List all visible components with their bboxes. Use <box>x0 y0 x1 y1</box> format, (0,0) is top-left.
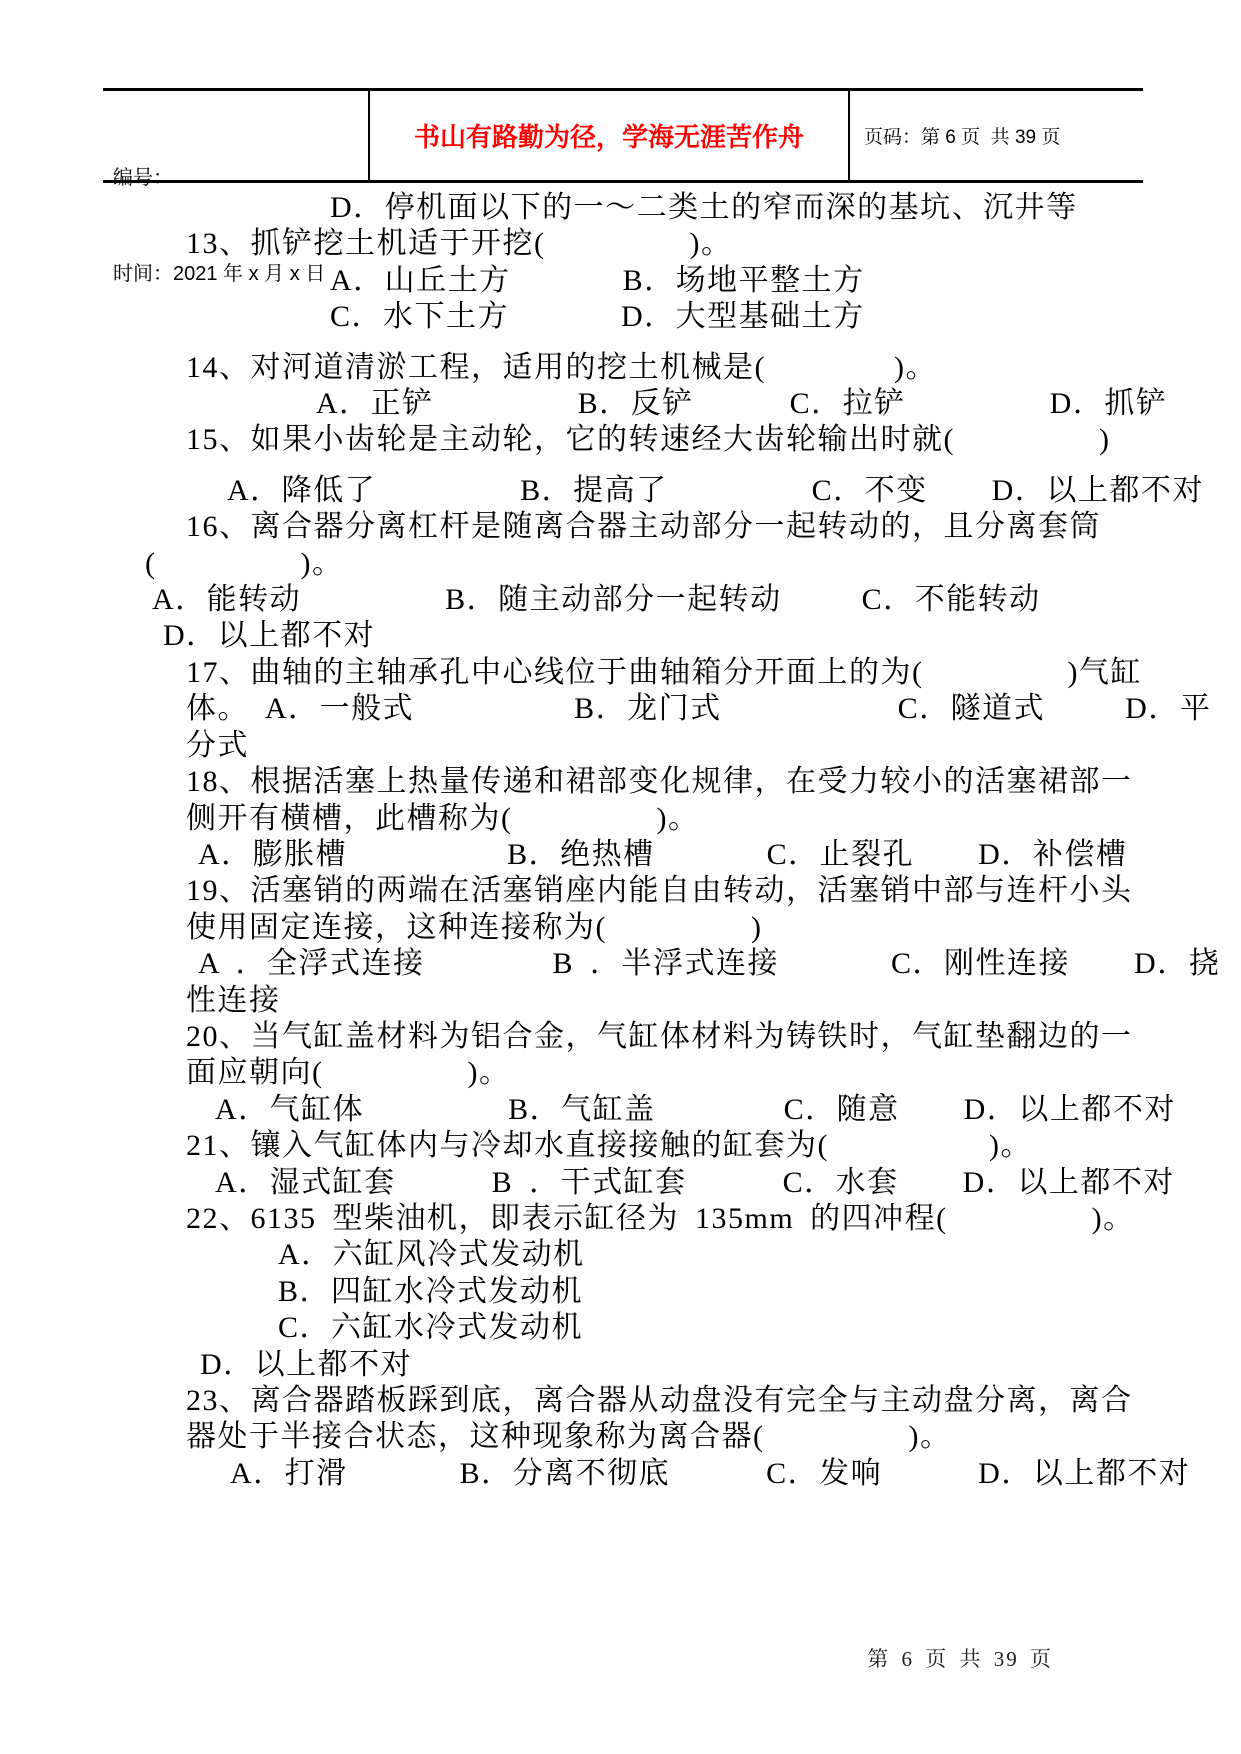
question-line: A．降低了 B．提高了 C．不变 D．以上都不对 <box>227 473 1204 507</box>
page-number-label: 页码：第 6 页 共 39 页 <box>864 127 1061 148</box>
motto-text: 书山有路勤为径，学海无涯苦作舟 <box>413 123 804 152</box>
question-line: A．打滑 B．分离不彻底 C．发响 D．以上都不对 <box>230 1456 1191 1490</box>
header-page-cell <box>850 91 1143 180</box>
question-line: A．湿式缸套 B ．干式缸套 C．水套 D．以上都不对 <box>215 1165 1175 1199</box>
question-line: 性连接 <box>186 983 281 1017</box>
question-line: A．正铲 B．反铲 C．拉铲 D．抓铲 <box>316 387 1168 421</box>
question-line: 器处于半接合状态，这种现象称为离合器( )。 <box>186 1420 952 1454</box>
question-line: A．气缸体 B．气缸盖 C．随意 D．以上都不对 <box>215 1092 1176 1126</box>
question-line: 13、抓铲挖土机适于开挖( )。 <box>186 227 733 261</box>
question-line: 23、离合器踏板踩到底，离合器从动盘没有完全与主动盘分离，离合 <box>186 1384 1133 1417</box>
question-line: 体。 A．一般式 B．龙门式 C．隧道式 D．平 <box>186 692 1212 726</box>
question-line: ( )。 <box>145 546 344 580</box>
question-line: 分式 <box>186 728 249 762</box>
question-line: 19、活塞销的两端在活塞销座内能自由转动，活塞销中部与连杆小头 <box>186 874 1133 908</box>
question-line: A．六缸风冷式发动机 <box>278 1238 585 1272</box>
question-line: A．膨胀槽 B．绝热槽 C．止裂孔 D．补偿槽 <box>198 837 1128 871</box>
question-line: A．能转动 B．随主动部分一起转动 C．不能转动 <box>152 583 1041 617</box>
question-line: A．山丘土方 B．场地平整土方 <box>330 263 865 297</box>
question-line: 15、如果小齿轮是主动轮，它的转速经大齿轮输出时就( ) <box>186 423 1111 457</box>
question-line: 16、离合器分离杠杆是随离合器主动部分一起转动的，且分离套筒 <box>186 510 1101 544</box>
doc-number-label: 编号： <box>113 167 173 189</box>
question-line: 22、6135 型柴油机，即表示缸径为 135mm 的四冲程( )。 <box>186 1201 1135 1235</box>
question-line: C．六缸水冷式发动机 <box>278 1311 584 1345</box>
header-motto-cell <box>368 91 850 180</box>
question-line: B．四缸水冷式发动机 <box>278 1274 584 1308</box>
question-line: 21、镶入气缸体内与冷却水直接接触的缸套为( )。 <box>186 1129 1032 1163</box>
question-line: 18、根据活塞上热量传递和裙部变化规律，在受力较小的活塞裙部一 <box>186 765 1133 799</box>
question-line: 20、当气缸盖材料为铝合金，气缸体材料为铸铁时，气缸垫翻边的一 <box>186 1019 1133 1053</box>
header-meta-cell <box>103 91 368 285</box>
question-line: D．停机面以下的一～二类土的窄而深的基坑、沉井等 <box>330 191 1078 224</box>
question-list <box>0 190 1241 1492</box>
question-line: 面应朝向( )。 <box>186 1056 511 1090</box>
question-line: 使用固定连接，这种连接称为( ) <box>186 910 763 944</box>
question-line: D．以上都不对 <box>163 619 376 653</box>
question-line: C．水下土方 D．大型基础土方 <box>330 300 865 334</box>
question-line: 17、曲轴的主轴承孔中心线位于曲轴箱分开面上的为( )气缸 <box>186 655 1142 689</box>
question-line: A ．全浮式连接 B ．半浮式连接 C．刚性连接 D．挠 <box>198 947 1221 981</box>
question-line: 侧开有横槽，此槽称为( )。 <box>186 801 700 835</box>
question-line: 14、对河道清淤工程，适用的挖土机械是( )。 <box>186 350 937 384</box>
page-footer <box>822 1618 1053 1698</box>
footer-page-number: 第 6 页 共 39 页 <box>867 1647 1053 1671</box>
doc-time-label: 时间：2021 年 x 月 x 日 <box>113 263 326 285</box>
question-line: D．以上都不对 <box>200 1347 413 1381</box>
